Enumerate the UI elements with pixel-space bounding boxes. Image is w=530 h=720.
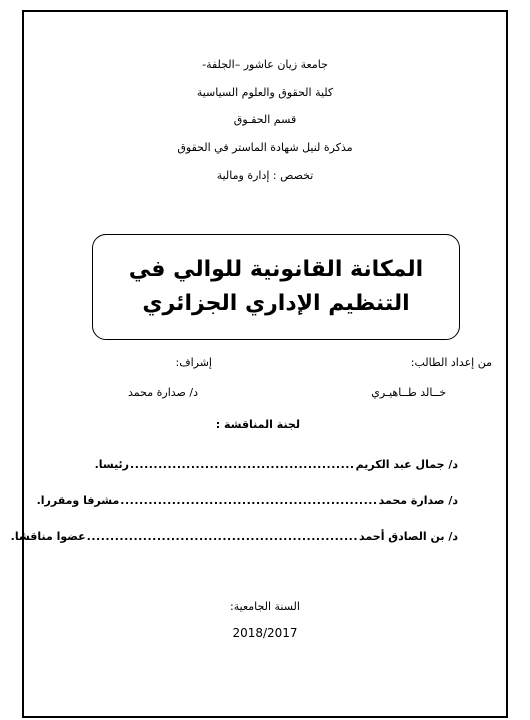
thesis-title-box — [92, 234, 460, 340]
specialization: تخصص : إدارة ومالية — [216, 169, 314, 182]
supervision-label: إشراف: — [175, 356, 212, 369]
committee-member-name: د/ بن الصادق أحمد — [359, 530, 458, 543]
committee-heading: لجنة المناقشة : — [215, 418, 300, 431]
academic-year-label: السنة الجامعية: — [230, 600, 300, 613]
university-name: جامعة زيان عاشور –الجلفة- — [202, 58, 328, 71]
student-name: خــالد طــاهيـري — [371, 386, 446, 399]
dot-leader: ................................................ — [130, 458, 355, 471]
page-frame — [10, 10, 508, 718]
committee-member-role: عضوا مناقشا. — [10, 530, 86, 543]
academic-year: 2018/2017 — [232, 626, 298, 640]
committee-member-row — [94, 458, 458, 472]
thesis-title: المكانة القانونية للوالي في التنظيم الإداري الجزائري — [128, 257, 424, 316]
faculty-name: كلية الحقوق والعلوم السياسية — [196, 86, 334, 99]
dot-leader: .......................................................... — [86, 530, 359, 543]
committee-member-name: د/ صدارة محمد — [378, 494, 458, 507]
department-name: قسم الحقـوق — [233, 113, 297, 126]
committee-member-row — [36, 494, 458, 508]
supervisor-name: د/ صدارة محمد — [128, 386, 198, 399]
thesis-description: مذكرة لنيل شهادة الماستر في الحقوق — [177, 141, 353, 154]
dot-leader: ....................................................... — [120, 494, 378, 507]
committee-member-role: مشرفا ومقررا. — [36, 494, 120, 507]
committee-member-name: د/ جمال عبد الكريم — [355, 458, 458, 471]
committee-member-row — [10, 530, 458, 544]
committee-member-role: رئيسا. — [94, 458, 130, 471]
prepared-by-label: من إعداد الطالب: — [410, 356, 492, 369]
